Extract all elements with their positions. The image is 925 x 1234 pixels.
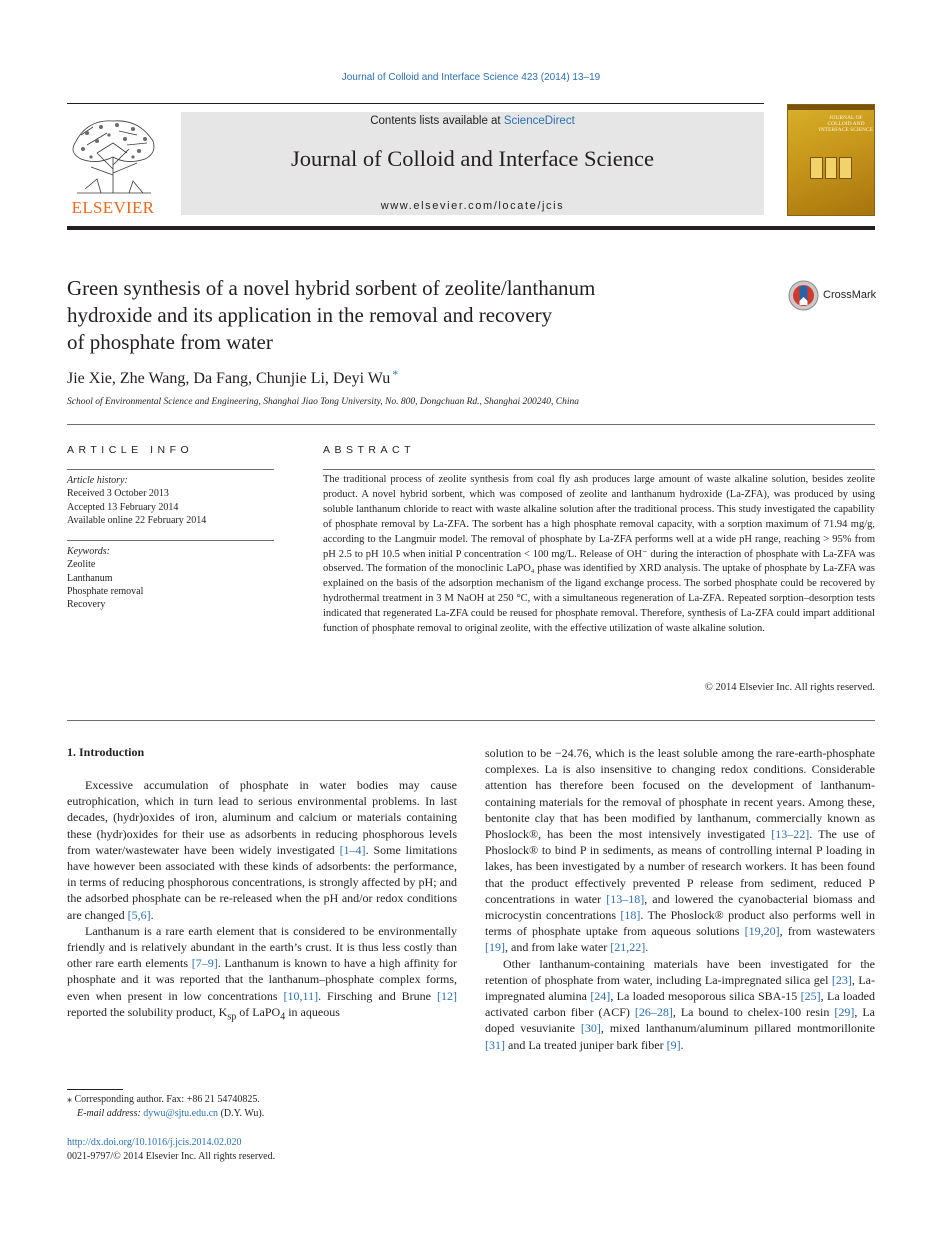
article-title-line: Green synthesis of a novel hybrid sorbent of zeolite/lanthanum [67, 276, 596, 300]
citation-link[interactable]: [19] [485, 940, 505, 955]
accepted-date: Accepted 13 February 2014 [67, 501, 179, 513]
citation-link[interactable]: [5,6] [127, 907, 151, 922]
keywords-heading: Keywords: [67, 546, 110, 557]
article-info-label: ARTICLE INFO [67, 444, 194, 456]
header-bottom-rule [67, 226, 875, 230]
keyword-item: Recovery [67, 599, 106, 611]
article-history-heading: Article history: [67, 475, 128, 486]
author-affiliation: School of Environmental Science and Engineering, Shanghai Jiao Tong University, No. 800, Dongchuan Rd., Shanghai 200240, China [67, 397, 579, 407]
citation-link[interactable]: [13–18] [606, 891, 645, 906]
issn-copyright: 0021-9797/© 2014 Elsevier Inc. All rights reserved. [67, 1151, 276, 1162]
footnote [67, 1093, 467, 1121]
footnote-rule [67, 1089, 123, 1090]
citation-link[interactable]: [10,11] [283, 988, 319, 1003]
cover-title: JOURNAL OF COLLOID AND INTERFACE SCIENCE [818, 115, 874, 133]
journal-url-link[interactable]: www.elsevier.com/locate/jcis [380, 200, 565, 212]
article-info-rule [67, 469, 274, 470]
article-title [67, 275, 707, 356]
journal-citation-link[interactable]: Journal of Colloid and Interface Science 423 (2014) 13–19 [341, 72, 601, 83]
keywords-rule [67, 540, 274, 541]
author-list [67, 367, 398, 388]
cover-band [788, 105, 874, 110]
email-link[interactable]: dywu@sjtu.edu.cn [143, 1108, 219, 1119]
available-online-date: Available online 22 February 2014 [67, 514, 207, 526]
keyword-item: Zeolite [67, 559, 96, 571]
citation-link[interactable]: [13–22] [771, 827, 810, 842]
email-note: E-mail address: dywu@sjtu.edu.cn (D.Y. Wu). [77, 1108, 265, 1119]
citation-link[interactable]: [29] [834, 1005, 855, 1020]
citation-link[interactable]: [23] [831, 972, 852, 987]
body-paragraph: Lanthanum is a rare earth element that is considered to be environmentally friendly and is relatively abundant in the earth’s crust. It is thus less costly than other rare earth elements [7–9]. Lanthanum is known to have a high affinity for phosphate and it was reported that the lanthanum–phosphate complex forms, even when present in low concentrations [10,11]. Firsching and Brune [12] reported the solubility product, $K_{sp}$ of LaPO$_4$ in aqueous [67, 923, 457, 1023]
citation-link[interactable]: [18] [620, 908, 641, 923]
sciencedirect-link[interactable]: ScienceDirect [503, 115, 575, 127]
citation-link[interactable]: [1–4] [339, 842, 366, 857]
citation-link[interactable]: [9] [666, 1037, 681, 1052]
citation-link[interactable]: [31] [485, 1037, 505, 1052]
body-paragraph: solution to be −24.76, which is the least soluble among the rare-earth-phosphate complexes. La is also insensitive to changing redox conditions. Considerable attention has therefore been focused on the development of lanthanum-containing materials for the removal of phosphate in recent years. Among these, bentonite clay that has been modified by lanthanum, commercially known as Phoslock®, has been the most intensively investigated [13–22]. The use of Phoslock® to bind P in sediments, as means of controlling internal P loading in lakes, has been investigated by a number of research workers. It has been found that the product effectively prevented P release from sediment, reduced P concentrations in water [13–18], and lowered the cyanobacterial biomass and microcystin concentrations [18]. The Phoslock® product also performs well in terms of phosphate uptake from aqueous solutions [19,20], from wastewaters [19], and from lake water [21,22]. [485, 746, 875, 955]
section-heading-introduction: 1. Introduction [67, 745, 145, 759]
abstract-text: The traditional process of zeolite synthesis from coal fly ash produces large amount of waste alkaline solution, besides zeolite product. A novel hybrid sorbent, which was composed of zeolite and lanthanum hydroxide (La-ZFA), was produced by using soluble lanthanum chloride to react with waste alkaline solution after the traditional process. This study investigated the capability of phosphate removal by La-ZFA. The sorbent has a high phosphate removal capacity, with a sorption maximum of 71.94 mg/g, according to the Langmuir model. The removal of phosphate by La-ZFA performs well at a wide pH range, reaching > 95% from pH 2.5 to pH 10.5 when initial P concentration < 100 mg/L. Release of OH⁻ during the interaction of phosphate with La-ZFA was observed. The formation of the monoclinic LaPO₄ phase was identified by XRD analysis. The uptake of phosphate by La-ZFA was explained on the basis of the adsorption mechanism of the ligand exchange process. The sorbed phosphate could be recovered by hydrothermal treatment in 3 M NaOH at 250 °C, with a simultaneous regeneration of La-ZFA. Repeated sorption–desorption tests indicated that regenerated La-ZFA could be reused for phosphate removal. Therefore, synthesis of La-ZFA could impart additional function of phosphate removal to original zeolite, with the effective utilization of waste alkaline solution. [323, 474, 875, 635]
article-title-line: of phosphate from water [67, 330, 273, 354]
article-history [67, 474, 274, 527]
journal-masthead [181, 112, 764, 215]
contents-available-line [181, 115, 764, 127]
crossmark-label: CrossMark [823, 289, 877, 301]
article-title-line: hydroxide and its application in the removal and recovery [67, 303, 553, 327]
corresponding-author-note: ⁎ Corresponding author. Fax: +86 21 54740825. [67, 1094, 260, 1105]
keyword-item: Phosphate removal [67, 585, 144, 597]
citation-link[interactable]: [26–28] [634, 1005, 673, 1020]
body-paragraph: Excessive accumulation of phosphate in water bodies may cause eutrophication, which in turn lead to serious environmental problems. In last decades, (hydr)oxides of iron, aluminum and calcium or materials containing these (hydr)oxides for their use as adsorbents in reducing phosphorous levels from water/wastewater have been widely investigated [1–4]. Some limitations have however been associated with these kinds of adsorbents: the performance, in terms of reducing phosphorous concentrations, is strongly affected by pH; and the adsorbed phosphate can be re-released when the pH and/or redox conditions are changed [5,6]. [67, 778, 458, 922]
header-top-rule [67, 103, 764, 104]
publisher-wordmark: ELSEVIER [71, 198, 155, 217]
citation-link[interactable]: [7–9] [191, 956, 218, 971]
author-names: Jie Xie, Zhe Wang, Da Fang, Chunjie Li, Deyi Wu [67, 370, 391, 387]
body-paragraph: Other lanthanum-containing materials have been investigated for the retention of phosphate from water, including La-impregnated silica gel [23], La-impregnated alumina [24], La loaded mesoporous silica SBA-15 [25], La loaded activated carbon fiber (ACF) [26–28], La bound to chelex-100 resin [29], La doped vesuvianite [30], mixed lanthanum/aluminum pillared montmorillonite [31] and La treated juniper bark fiber [9]. [485, 956, 875, 1052]
keyword-item: Lanthanum [67, 572, 113, 584]
contents-prefix: Contents lists available at [370, 115, 504, 127]
received-date: Received 3 October 2013 [67, 488, 169, 500]
keywords-block [67, 545, 274, 611]
journal-cover-thumbnail[interactable] [787, 104, 875, 216]
abstract-rule [323, 469, 875, 470]
abstract-bottom-rule [67, 720, 875, 721]
crossmark-icon [788, 280, 819, 311]
body-column-right [485, 745, 875, 1053]
doi-link[interactable]: http://dx.doi.org/10.1016/j.jcis.2014.02.020 [67, 1137, 242, 1148]
abstract-copyright: © 2014 Elsevier Inc. All rights reserved. [704, 682, 875, 693]
corresponding-author-marker[interactable]: * [392, 367, 399, 381]
cover-graphic [810, 157, 852, 179]
citation-link[interactable]: [12] [437, 988, 457, 1003]
body-column-left [67, 777, 457, 1025]
abstract-label: ABSTRACT [323, 444, 416, 456]
citation-link[interactable]: [25] [800, 989, 821, 1004]
citation-link[interactable]: [24] [590, 989, 611, 1004]
crossmark-badge[interactable] [788, 280, 878, 312]
journal-name: Journal of Colloid and Interface Science [291, 146, 654, 171]
citation-link[interactable]: [30] [580, 1021, 601, 1036]
citation-link[interactable]: [19,20] [744, 924, 780, 939]
affiliation-divider [67, 424, 875, 425]
citation-link[interactable]: [21,22] [610, 940, 646, 955]
